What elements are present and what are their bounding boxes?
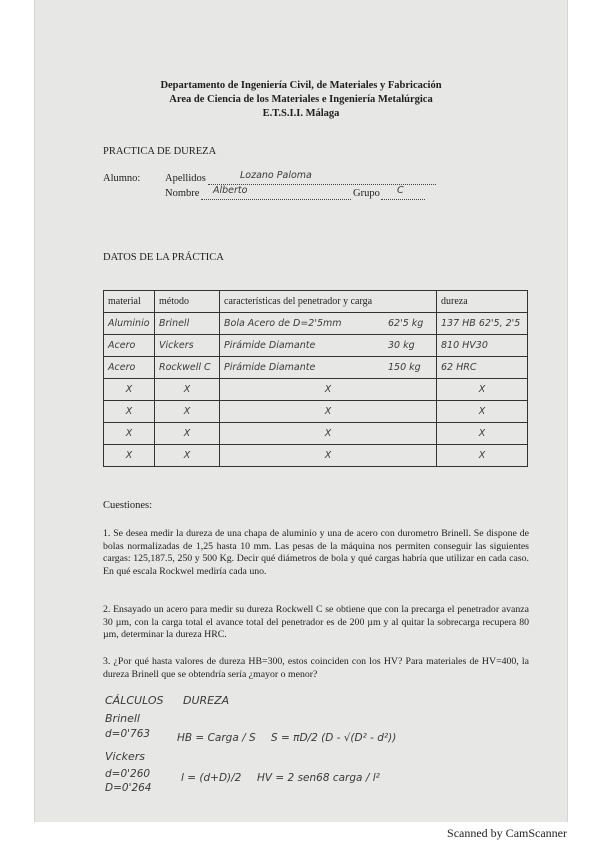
department-line-1: Departamento de Ingeniería Civil, de Materiales y Fabricación xyxy=(160,80,442,91)
student-label: Alumno: xyxy=(103,173,141,184)
table-row xyxy=(104,313,528,335)
cell-load: 30 kg xyxy=(384,335,437,357)
handwritten-hv-formula: HV = 2 sen68 carga / l² xyxy=(257,772,380,784)
table-row xyxy=(104,445,528,467)
practice-title: PRACTICA DE DUREZA xyxy=(103,146,217,157)
handwritten-brinell: Brinell xyxy=(105,712,140,725)
table-row xyxy=(104,335,528,357)
cell-hardness: X xyxy=(437,401,528,423)
scanned-sheet xyxy=(34,0,568,822)
group-line xyxy=(381,199,425,200)
cell-material: Aluminio xyxy=(104,313,155,335)
cell-load: 150 kg xyxy=(384,357,437,379)
cell-penetrator: Bola Acero de D=2'5mm xyxy=(220,313,385,335)
cell-material: Acero xyxy=(104,335,155,357)
cell-penetrator: Pirámide Diamante xyxy=(220,335,385,357)
question-2: 2. Ensayado un acero para medir su dureza Rockwell C se obtiene que con la precarga el penetrador avanza 30 µm, con la carga total el avance total del penetrador es de 200 µm y al quitar la sobrecarga recupera 80 µm, determinar la dureza HRC. xyxy=(103,604,529,640)
data-section-title: DATOS DE LA PRÁCTICA xyxy=(103,252,224,263)
cell-material: X xyxy=(104,401,155,423)
surnames-label: Apellidos xyxy=(165,173,206,184)
cell-method: X xyxy=(155,401,220,423)
header-method: método xyxy=(155,291,220,313)
handwritten-l-formula: l = (d+D)/2 xyxy=(181,772,242,784)
name-label: Nombre xyxy=(165,188,200,199)
name-line xyxy=(201,199,351,200)
cell-method: X xyxy=(155,379,220,401)
cell-method: X xyxy=(155,423,220,445)
cell-penetrator: X xyxy=(220,401,437,423)
cell-method: Brinell xyxy=(155,313,220,335)
group-label: Grupo xyxy=(353,188,380,199)
cell-penetrator: X xyxy=(220,379,437,401)
cell-hardness: X xyxy=(437,445,528,467)
header-material: material xyxy=(104,291,155,313)
cell-hardness: 137 HB 62'5, 2'5 xyxy=(437,313,528,335)
table-header-row xyxy=(104,291,528,313)
handwritten-vickers-d: d=0'260 xyxy=(105,768,151,780)
header-hardness: dureza xyxy=(437,291,528,313)
cell-hardness: X xyxy=(437,379,528,401)
question-3: 3. ¿Por qué hasta valores de dureza HB=300, estos coinciden con los HV? Para materiales de HV=400, la dureza Brinell que se obtendría sería ¿mayor o menor? xyxy=(103,656,529,680)
table-row xyxy=(104,357,528,379)
group-value: C xyxy=(397,185,404,196)
cell-hardness: 62 HRC xyxy=(437,357,528,379)
surnames-value: Lozano Paloma xyxy=(240,170,312,181)
table-row xyxy=(104,423,528,445)
cell-material: X xyxy=(104,423,155,445)
cell-penetrator: Pirámide Diamante xyxy=(220,357,385,379)
handwritten-vickers-D: D=0'264 xyxy=(105,782,152,794)
hardness-data-table xyxy=(103,290,528,467)
cell-penetrator: X xyxy=(220,423,437,445)
handwritten-calculations-heading: CÁLCULOS xyxy=(105,694,164,707)
cell-hardness: X xyxy=(437,423,528,445)
handwritten-vickers: Vickers xyxy=(105,750,146,763)
cell-material: Acero xyxy=(104,357,155,379)
cell-method: Vickers xyxy=(155,335,220,357)
cell-material: X xyxy=(104,445,155,467)
questions-title: Cuestiones: xyxy=(103,500,152,511)
table-row xyxy=(104,401,528,423)
cell-method: Rockwell C xyxy=(155,357,220,379)
handwritten-brinell-d: d=0'763 xyxy=(105,728,151,740)
question-1: 1. Se desea medir la dureza de una chapa de aluminio y una de acero con durometro Brinell. Se dispone de bolas normalizadas de 1,25 hasta 10 mm. Las pesas de la máquina nos permiten conseguir las siguientes cargas: 125,187.5, 250 y 500 Kg. Decir qué diámetros de bola y qué cargas habría que utilizar en cada caso. En qué escala Rockwel mediría cada uno. xyxy=(103,528,529,577)
cell-hardness: 810 HV30 xyxy=(437,335,528,357)
header-characteristics: características del penetrador y carga xyxy=(220,291,437,313)
name-value: Alberto xyxy=(213,185,248,196)
scanner-watermark: Scanned by CamScanner xyxy=(447,826,567,840)
handwritten-hardness-heading: DUREZA xyxy=(183,694,230,707)
cell-load: 62'5 kg xyxy=(384,313,437,335)
cell-material: X xyxy=(104,379,155,401)
table-row xyxy=(104,379,528,401)
handwritten-hb-formula: HB = Carga / S xyxy=(177,732,256,744)
department-line-3: E.T.S.I.I. Málaga xyxy=(262,108,340,119)
cell-penetrator: X xyxy=(220,445,437,467)
department-line-2: Area de Ciencia de los Materiales e Ingeniería Metalúrgica xyxy=(169,94,433,105)
cell-method: X xyxy=(155,445,220,467)
handwritten-s-formula: S = πD/2 (D - √(D² - d²)) xyxy=(271,732,397,744)
